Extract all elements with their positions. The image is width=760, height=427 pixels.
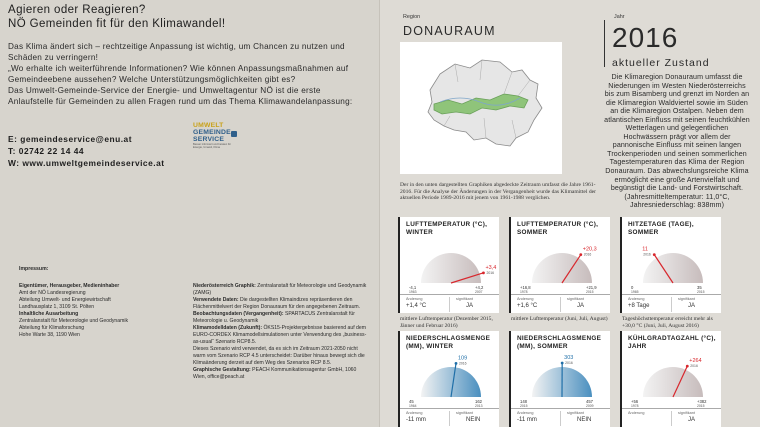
indicator-card xyxy=(620,217,721,313)
gauge-chart xyxy=(403,233,498,293)
logo-line-1: UMWELT xyxy=(193,122,224,129)
gauge-chart xyxy=(625,233,720,293)
min-value: +56 xyxy=(631,399,639,404)
region-label: Region xyxy=(403,14,421,20)
indicator-note: mittlere Lufttemperatur (Juni, Juli, August) xyxy=(511,316,608,322)
max-year: 2015 xyxy=(697,404,705,407)
impressum-entry-label: Inhaltliche Ausarbeitung xyxy=(19,311,79,317)
impressum-entry xyxy=(19,283,184,290)
max-value: +21,9 xyxy=(586,285,597,290)
significance-value: JA xyxy=(688,417,696,423)
indicator-title: LUFTTEMPERATUR (°C), WINTER xyxy=(406,221,488,236)
impressum-entry-label: Graphische Gestaltung: xyxy=(193,367,251,373)
table-divider xyxy=(671,411,672,426)
significance-header: signifikant xyxy=(567,297,584,301)
year-value: 2016 xyxy=(612,22,679,53)
impressum-title: Impressum: xyxy=(19,266,49,272)
significance-header: signifikant xyxy=(456,411,473,415)
current-year: 2016 xyxy=(486,270,494,275)
impressum-entry: Graphische Gestaltung: PEACH Kommunikationsagentur GmbH, 1060 Wien, office@peach.at xyxy=(193,367,357,380)
significance-header: signifikant xyxy=(567,411,584,415)
change-value: +8 Tage xyxy=(628,303,650,309)
indicator-note: mittlere Lufttemperatur (Dezember 2015, Jänner und Februar 2016) xyxy=(400,316,493,329)
significance-value: JA xyxy=(688,303,696,309)
impressum-entry-label: Eigentümer, Herausgeber, Medieninhaber xyxy=(19,283,120,289)
min-value: 0 xyxy=(631,285,634,290)
current-value: 109 xyxy=(458,355,468,362)
table-divider xyxy=(671,297,672,312)
significance-value: NEIN xyxy=(577,417,592,423)
significance-header: signifikant xyxy=(678,297,695,301)
min-value: +16,8 xyxy=(520,285,531,290)
current-value: +3,4 xyxy=(485,264,497,271)
questions-paragraph: „Wo erhalte ich weiterführende Informationen? Wie können Anpassungsmaßnahmen auf Gemeindeebene aussehen? Welche Unterstützungsmöglichkeiten gibt es? xyxy=(8,64,349,84)
impressum-entry: Klimamodelldaten (Zukunft): ÖKS15-Projektergebnisse basierend auf dem EURO-CORDEX Klimamodellsimulationen unter Verwendung des „business-as-usual“ Szenario RCP8.5. xyxy=(193,325,367,345)
gauge-chart xyxy=(514,233,609,293)
current-year: 2016 xyxy=(459,361,467,366)
max-year: 2009 xyxy=(586,404,594,407)
min-value: 148 xyxy=(520,399,527,404)
impressum-entry: Abteilung Umwelt- und Energiewirtschaft xyxy=(19,297,111,303)
current-value: 11 xyxy=(642,246,648,253)
current-year: 2016 xyxy=(690,364,698,369)
impressum-entry: Dieses Szenario wird verwendet, da es sich im Zeitraum 2021-2050 nicht warm vom Szenario RCP 4.5 unterscheidet: Darüber hinaus bewegt sich die Klimaänderung derzeit auf dem Weg des Szenarios RCP 8.5. xyxy=(193,346,365,366)
change-table xyxy=(622,408,721,427)
change-table xyxy=(511,408,610,427)
impressum-sources xyxy=(193,283,369,381)
min-year: 1964 xyxy=(409,404,417,407)
max-year: 2015 xyxy=(697,290,705,293)
gauge-arc xyxy=(532,253,592,283)
map-caption: Der in den unten dargestellten Graphiken abgedeckte Zeitraum umfasst die Jahre 1961-2016. Für die Analyse der Änderungen in der Vergangenheit wurde das Klimamittel der aktuellen Periode 1989-2016 mit jenem von 1961-1988 verglichen. xyxy=(400,182,596,201)
change-value: +1,6 °C xyxy=(517,303,538,309)
impressum-entry-label: Klimamodelldaten (Zukunft): xyxy=(193,325,263,331)
min-value: 45 xyxy=(409,399,414,404)
current-year: 2016 xyxy=(565,361,573,366)
indicator-card xyxy=(509,217,610,313)
min-year: 1963 xyxy=(409,290,417,293)
max-year: 2013 xyxy=(475,404,483,407)
gauge-chart xyxy=(514,347,609,407)
min-year: 1978 xyxy=(631,404,639,407)
indicator-card xyxy=(620,331,721,427)
current-year: 2016 xyxy=(583,252,592,257)
max-value: +4,2 xyxy=(475,285,484,290)
max-year: 2015 xyxy=(586,290,594,293)
table-divider xyxy=(560,411,561,426)
table-divider xyxy=(449,411,450,426)
year-label: Jahr xyxy=(614,14,625,20)
change-table xyxy=(400,408,499,427)
change-header: Änderung xyxy=(517,411,534,415)
change-table xyxy=(622,294,721,313)
significance-value: JA xyxy=(577,303,585,309)
gauge-marker xyxy=(653,253,656,256)
table-divider xyxy=(449,297,450,312)
impressum-entry: Zentralanstalt für Meteorologie und Geodynamik xyxy=(19,318,129,324)
impressum-entry-label: Beobachtungsdaten (Vergangenheit): xyxy=(193,311,284,317)
impressum-entry xyxy=(19,311,184,318)
impressum-entry: Niederösterreich Graphik: Zentralanstalt für Meteorologie und Geodynamik (ZAMG) xyxy=(193,283,367,296)
change-table xyxy=(400,294,499,313)
gauge-arc xyxy=(421,367,481,397)
umweltgemeindeservice-logo xyxy=(193,122,231,150)
significance-value: JA xyxy=(466,303,474,309)
gauge-marker xyxy=(561,362,564,365)
gauge-marker xyxy=(482,271,485,274)
intro-paragraph: Das Klima ändert sich – rechtzeitige Anpassung ist wichtig, um Chancen zu nutzen und Schäden zu verringern! xyxy=(8,42,345,62)
significance-header: signifikant xyxy=(456,297,473,301)
logo-badge-icon xyxy=(231,131,237,137)
contact-block xyxy=(8,134,165,169)
change-header: Änderung xyxy=(406,297,423,301)
indicator-title: HITZETAGE (TAGE), SOMMER xyxy=(628,221,694,236)
max-value: +382 xyxy=(697,399,707,404)
impressum-entry-label: Niederösterreich Graphik: xyxy=(193,283,256,289)
service-paragraph: Das Umwelt-Gemeinde-Service der Energie- und Umweltagentur NÖ ist die erste Anlaufstelle für Gemeinden zu allen Fragen rund um das Thema Klimawandelanpassung: xyxy=(8,86,353,106)
headline-line-1: Agieren oder Reagieren? xyxy=(8,4,146,16)
gauge-marker xyxy=(579,253,582,256)
gauge-chart xyxy=(625,347,720,407)
lower-austria-map-icon xyxy=(400,42,562,174)
current-year: 2016 xyxy=(643,252,651,257)
change-header: Änderung xyxy=(406,411,423,415)
max-year: 2007 xyxy=(475,290,483,293)
region-name: DONAURAUM xyxy=(403,24,496,38)
indicator-card xyxy=(398,331,499,427)
logo-line-3: SERVICE xyxy=(193,136,225,143)
current-value: +264 xyxy=(689,358,702,365)
max-value: 162 xyxy=(475,399,482,404)
max-value: 457 xyxy=(586,399,593,404)
indicator-title: KÜHLGRADTAGZAHL (°C), JAHR xyxy=(628,335,716,350)
indicator-title: NIEDERSCHLAGSMENGE (MM), WINTER xyxy=(406,335,491,350)
change-value: +1,4 °C xyxy=(406,303,427,309)
min-year: 1978 xyxy=(520,290,528,293)
impressum-entry: Abteilung für Klimaforschung xyxy=(19,325,85,331)
min-year: 2015 xyxy=(520,404,528,407)
logo-line-2: GEMEINDE xyxy=(193,129,231,136)
impressum-entry: Beobachtungsdaten (Vergangenheit): SPARTACUS Zentralanstalt für Meteorologie u. Geodynamik xyxy=(193,311,355,324)
logo-tagline: Besser informiert und beraten für Energie, Umwelt, Klima xyxy=(193,143,231,149)
change-value: -11 mm xyxy=(517,417,537,423)
indicator-card xyxy=(509,331,610,427)
email-link[interactable]: E: gemeindeservice@enu.at xyxy=(8,134,133,144)
change-header: Änderung xyxy=(628,411,645,415)
impressum-entry: Hohe Warte 38, 1190 Wien xyxy=(19,332,80,338)
region-description: Die Klimaregion Donauraum umfasst die Niederungen im Westen Niederösterreichs bis zum Bisamberg und grenzt im Norden an die Klimaregion Waldviertel sowie im Süden an die Klimaregion Ostalpen. Neben dem atlantischen Einfluss mit seinen feuchtkühlen Wetterlagen und gelegentlichen Hochwässern prägt vor allem der pannonische Einfluss mit seinen langen Trockenperioden und seinen sommerlichen Tagestemperaturen das Klima der Region Donauraum. Das abwechslungsreiche Klima ermöglicht eine große Artenvielfalt und begünstigt die Land- und Forstwirtschaft. (Jahresmitteltemperatur: 11,0°C, Jahresniederschlag: 838mm) xyxy=(604,73,750,210)
gauge-marker xyxy=(686,365,689,368)
significance-value: NEIN xyxy=(466,417,481,423)
impressum-entry-label: Verwendete Daten: xyxy=(193,297,239,303)
table-divider xyxy=(560,297,561,312)
impressum-entry: Landhausplatz 1, 3109 St. Pölten xyxy=(19,304,95,310)
website-link[interactable]: W: www.umweltgemeindeservice.at xyxy=(8,157,165,168)
significance-header: signifikant xyxy=(678,411,695,415)
indicator-title: LUFTTEMPERATUR (°C), SOMMER xyxy=(517,221,599,236)
min-value: -4,1 xyxy=(409,285,417,290)
indicator-title: NIEDERSCHLAGSMENGE (MM), SOMMER xyxy=(517,335,602,350)
change-header: Änderung xyxy=(628,297,645,301)
min-year: 1965 xyxy=(631,290,639,293)
current-value: 303 xyxy=(564,355,574,362)
change-header: Änderung xyxy=(517,297,534,301)
gauge-arc xyxy=(643,367,703,397)
indicator-note: Tageshöchsttemperatur erreicht mehr als +30,0 °C (Juni, Juli, August 2016) xyxy=(622,316,713,329)
impressum-entry: Amt der NÖ Landesregierung xyxy=(19,290,86,296)
region-map xyxy=(400,42,562,174)
year-divider xyxy=(604,20,605,67)
impressum-entry: Verwendete Daten: Die dargestellten Klimaindizes repräsentieren den Flächenmittelwert der Region Donauraum für den angegebenen Zeitraum. xyxy=(193,297,361,310)
indicator-card xyxy=(398,217,499,313)
gauge-arc xyxy=(421,253,481,283)
impressum-publisher xyxy=(19,283,184,339)
headline-line-2: NÖ Gemeinden fit für den Klimawandel! xyxy=(8,18,226,30)
current-value: +20,3 xyxy=(582,246,597,253)
max-value: 35 xyxy=(697,285,702,290)
change-value: -11 mm xyxy=(406,417,426,423)
phone-number: T: 02742 22 14 44 xyxy=(8,145,85,156)
gauge-arc xyxy=(643,253,703,283)
state-label: aktueller Zustand xyxy=(612,57,710,69)
change-table xyxy=(511,294,610,313)
gauge-chart xyxy=(403,347,498,407)
headline xyxy=(8,3,225,31)
gauge-marker xyxy=(455,362,458,365)
